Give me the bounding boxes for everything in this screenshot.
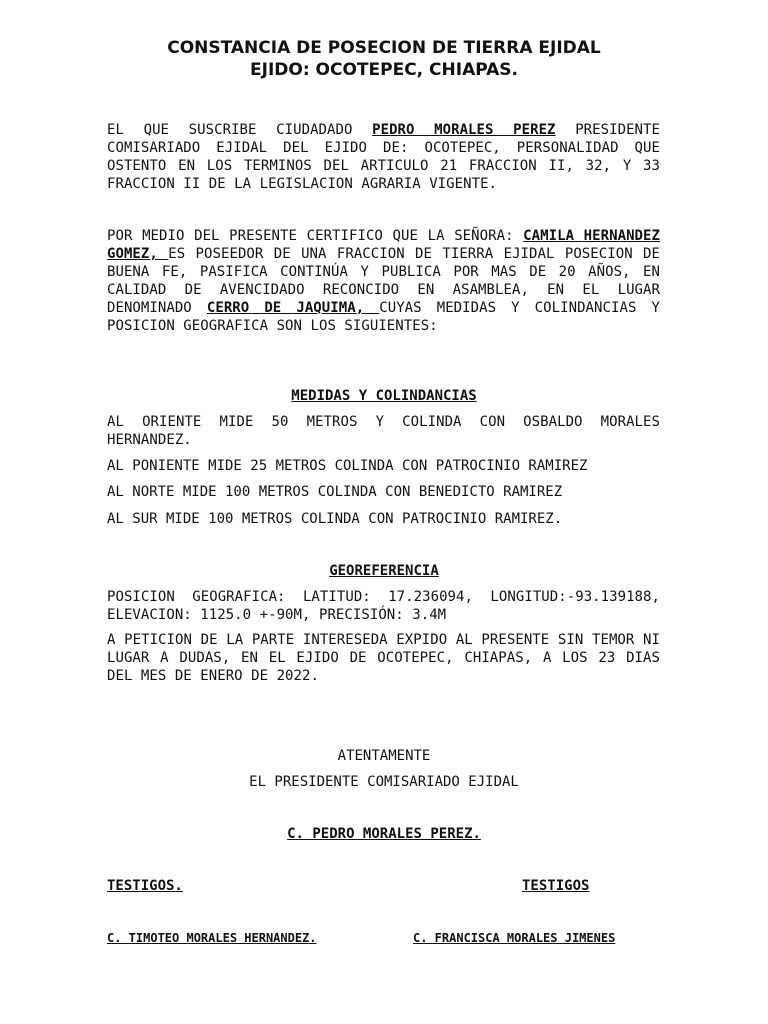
petition-paragraph: A PETICION DE LA PARTE INTERESEDA EXPIDO AL PRESENTE SIN TEMOR NI LUGAR A DUDAS, EN EL EJIDO DE OCOTEPEC, CHIAPAS, A LOS 23 DIAS DEL MES DE ENERO DE 2022. [107, 632, 660, 684]
medidas-heading: MEDIDAS Y COLINDANCIAS [291, 388, 477, 404]
witness-right-name: C. FRANCISCA MORALES JIMENES [413, 931, 616, 945]
document-title-line-2: EJIDO: OCOTEPEC, CHIAPAS. [250, 60, 518, 80]
president-name: PEDRO MORALES PEREZ [372, 122, 556, 138]
certify-text-end: CUYAS MEDIDAS Y COLINDANCIAS Y POSICION GEOGRAFICA SON LOS SIGUIENTES: [107, 300, 660, 334]
signer-name: C. PEDRO MORALES PEREZ. [287, 826, 481, 842]
witnesses-heading-right: TESTIGOS [522, 878, 590, 894]
geographic-position: POSICION GEOGRAFICA: LATITUD: 17.236094, LONGITUD:-93.139188, ELEVACION: 1125.0 +-90M, PRECISIÓN: 3.4M [107, 589, 660, 623]
intro-paragraph [107, 121, 660, 193]
certify-text-start: POR MEDIO DEL PRESENTE CERTIFICO QUE LA SEÑORA: [107, 228, 524, 244]
georeferencia-heading: GEOREFERENCIA [329, 563, 439, 579]
witness-left-name: C. TIMOTEO MORALES HERNANDEZ. [107, 931, 317, 945]
president-role: EL PRESIDENTE COMISARIADO EJIDAL [249, 774, 519, 790]
possessor-name: CAMILA HERNANDEZ GOMEZ, [107, 228, 660, 262]
boundary-south: AL SUR MIDE 100 METROS COLINDA CON PATROCINIO RAMIREZ. [107, 511, 563, 527]
boundary-north: AL NORTE MIDE 100 METROS COLINDA CON BENEDICTO RAMIREZ [107, 484, 563, 500]
atentamente-label: ATENTAMENTE [337, 748, 431, 764]
certification-paragraph [107, 227, 660, 335]
witnesses-heading-left: TESTIGOS. [107, 878, 183, 894]
place-name: CERRO DE JAQUIMA, [206, 300, 380, 316]
boundary-west: AL PONIENTE MIDE 25 METROS COLINDA CON PATROCINIO RAMIREZ [107, 458, 588, 474]
document-title-line-1: CONSTANCIA DE POSECION DE TIERRA EJIDAL [167, 38, 601, 58]
intro-text-start: EL QUE SUSCRIBE CIUDADADO [107, 122, 373, 138]
boundary-east: AL ORIENTE MIDE 50 METROS Y COLINDA CON OSBALDO MORALES HERNANDEZ. [107, 414, 660, 448]
certify-text-middle: ES POSEEDOR DE UNA FRACCION DE TIERRA EJIDAL POSECION DE BUENA FE, PASIFICA CONTINÚA Y PUBLICA POR MAS DE 20 AÑOS, EN CALIDAD DE AVENCIDADO RECONCIDO EN ASAMBLEA, EN EL LUGAR DENOMINADO [107, 246, 660, 316]
intro-text-rest: PRESIDENTE COMISARIADO EJIDAL DEL EJIDO DE: OCOTEPEC, PERSONALIDAD QUE OSTENTO EN LOS TERMINOS DEL ARTICULO 21 FRACCION II, 32, Y 33 FRACCION II DE LA LEGISLACION AGRARIA VIGENTE. [107, 122, 660, 192]
